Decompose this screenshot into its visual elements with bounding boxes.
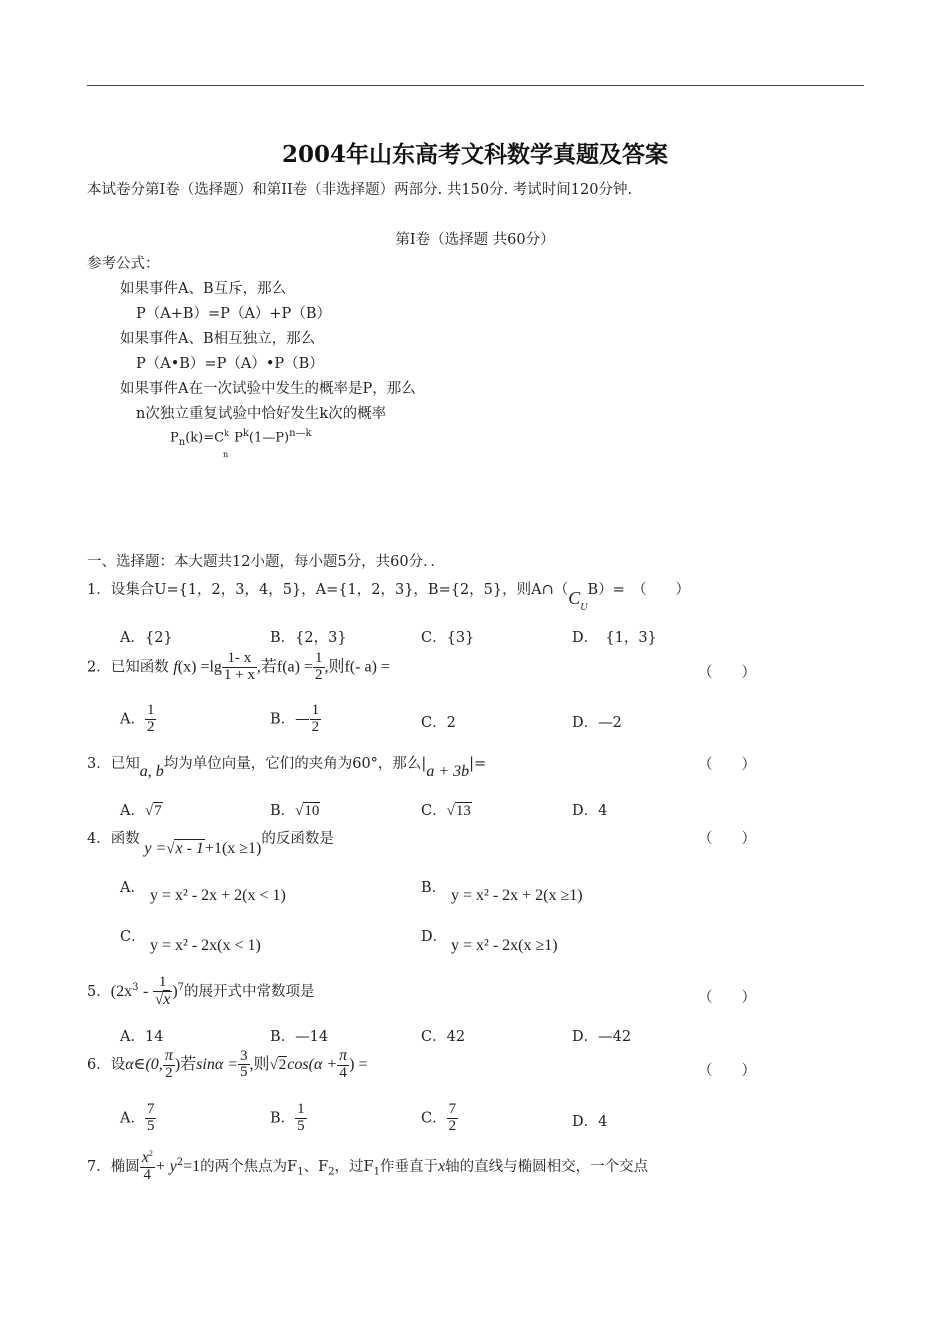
q4-option-b-label[interactable]: B． — [421, 880, 447, 896]
q1-option-d[interactable]: D． {1，3} — [572, 630, 657, 646]
q6-option-a[interactable]: A． $\frac{7}{5}$ — [120, 1101, 155, 1134]
formula-2-eq: P（A•B）=P（A）•P（B） — [136, 356, 324, 372]
part1-heading: 一、选择题：本大题共12小题，每小题5分，共60分．． — [87, 554, 445, 570]
formula-3-text2: n次独立重复试验中恰好发生k次的概率 — [136, 406, 387, 422]
q3-stem: 3．已知a, b均为单位向量，它们的夹角为60°，那么|a + 3b|= — [87, 756, 487, 780]
q4-option-c-label[interactable]: C． — [120, 929, 146, 945]
header-rule — [87, 85, 864, 86]
q5-stem: 5．($2x^3$ - $\frac{1}{√x}$ )$^7$的展开式中常数项是 — [87, 974, 315, 1008]
q5-option-a[interactable]: A．14 — [120, 1029, 164, 1045]
q4-option-b[interactable]: y = x² - 2x + 2(x ≥1) — [451, 887, 583, 904]
formula-1-text: 如果事件A、B互斥，那么 — [120, 281, 287, 297]
q3-answer-paren: （ ） — [698, 757, 756, 773]
q6-stem: 6．设α∈(0, $\frac{\pi}{2}$ )若sinα = $\frac{3}{5}$ ,则√2cos(α + $\frac{\pi}{4}$ ) = — [87, 1047, 368, 1081]
q5-answer-paren: （ ） — [698, 990, 756, 1006]
formulas-heading: 参考公式： — [87, 256, 160, 272]
q3-option-b[interactable]: B．√10 — [270, 803, 320, 819]
q6-answer-paren: （ ） — [698, 1063, 756, 1079]
q3-option-c[interactable]: C．√13 — [421, 803, 471, 819]
formula-3-text: 如果事件A在一次试验中发生的概率是P，那么 — [120, 381, 416, 397]
q5-option-d[interactable]: D．—42 — [572, 1029, 632, 1045]
q4-option-a[interactable]: y = x² - 2x + 2(x < 1) — [150, 887, 286, 904]
q4-option-d[interactable]: y = x² - 2x(x ≥1) — [451, 937, 558, 954]
q5-option-b[interactable]: B．—14 — [270, 1029, 329, 1045]
q1-option-b[interactable]: B．{2，3} — [270, 630, 347, 646]
q2-stem: 2．已知函数 f(x) =lg $\frac{1- x}{1 + x}$ ,若f(a) = $\frac{1}{2}$ ,则f(- a) = — [87, 650, 390, 683]
q4-option-a-label[interactable]: A． — [120, 880, 145, 896]
q2-option-b[interactable]: B．— $\frac{1}{2}$ — [270, 702, 320, 735]
q4-answer-paren: （ ） — [698, 831, 756, 847]
exam-intro: 本试卷分第Ⅰ卷（选择题）和第II卷（非选择题）两部分. 共150分. 考试时间120分钟. — [87, 182, 633, 198]
q1-stem: 1．设集合U={1，2，3，4，5}，A={1，2，3}，B={2，5}，则$A\cap(C_UB)=$ （ ） — [87, 582, 691, 613]
q6-option-d[interactable]: D．4 — [572, 1114, 608, 1130]
formula-1-eq: P（A+B）=P（A）+P（B） — [136, 306, 331, 322]
page-title: 2004年山东高考文科数学真题及答案 — [281, 141, 668, 168]
q3-option-a[interactable]: A．√7 — [120, 803, 162, 819]
binomial-formula: $P_n(k)=C^k_nP^k(1—P)^{n—k}$ — [170, 428, 312, 459]
q6-option-b[interactable]: B． $\frac{1}{5}$ — [270, 1101, 305, 1134]
q2-option-a[interactable]: A． $\frac{1}{2}$ — [120, 702, 155, 735]
section-header: 第Ⅰ卷（选择题 共60分） — [395, 232, 555, 248]
q6-option-c[interactable]: C． $\frac{7}{2}$ — [421, 1101, 457, 1134]
q7-stem: 7．椭圆 $\frac{x^2}{4}$ + $y^2=1$的两个焦点为$F_1$、$F_2$，过$F_1$作垂直于x轴的直线与椭圆相交，一个交点 — [87, 1149, 649, 1183]
q4-stem: 4．函数 y =√x - 1+1(x ≥1)的反函数是 — [87, 831, 334, 857]
q2-option-c[interactable]: C．2 — [421, 715, 456, 731]
q4-option-c[interactable]: y = x² - 2x(x < 1) — [150, 937, 261, 954]
q2-option-d[interactable]: D．—2 — [572, 715, 622, 731]
q5-option-c[interactable]: C．42 — [421, 1029, 466, 1045]
q1-option-c[interactable]: C．{3} — [421, 630, 475, 646]
q3-option-d[interactable]: D．4 — [572, 803, 608, 819]
formula-2-text: 如果事件A、B相互独立，那么 — [120, 331, 316, 347]
q1-option-a[interactable]: A．{2} — [120, 630, 173, 646]
q2-answer-paren: （ ） — [698, 665, 756, 681]
q4-option-d-label[interactable]: D． — [421, 929, 448, 945]
